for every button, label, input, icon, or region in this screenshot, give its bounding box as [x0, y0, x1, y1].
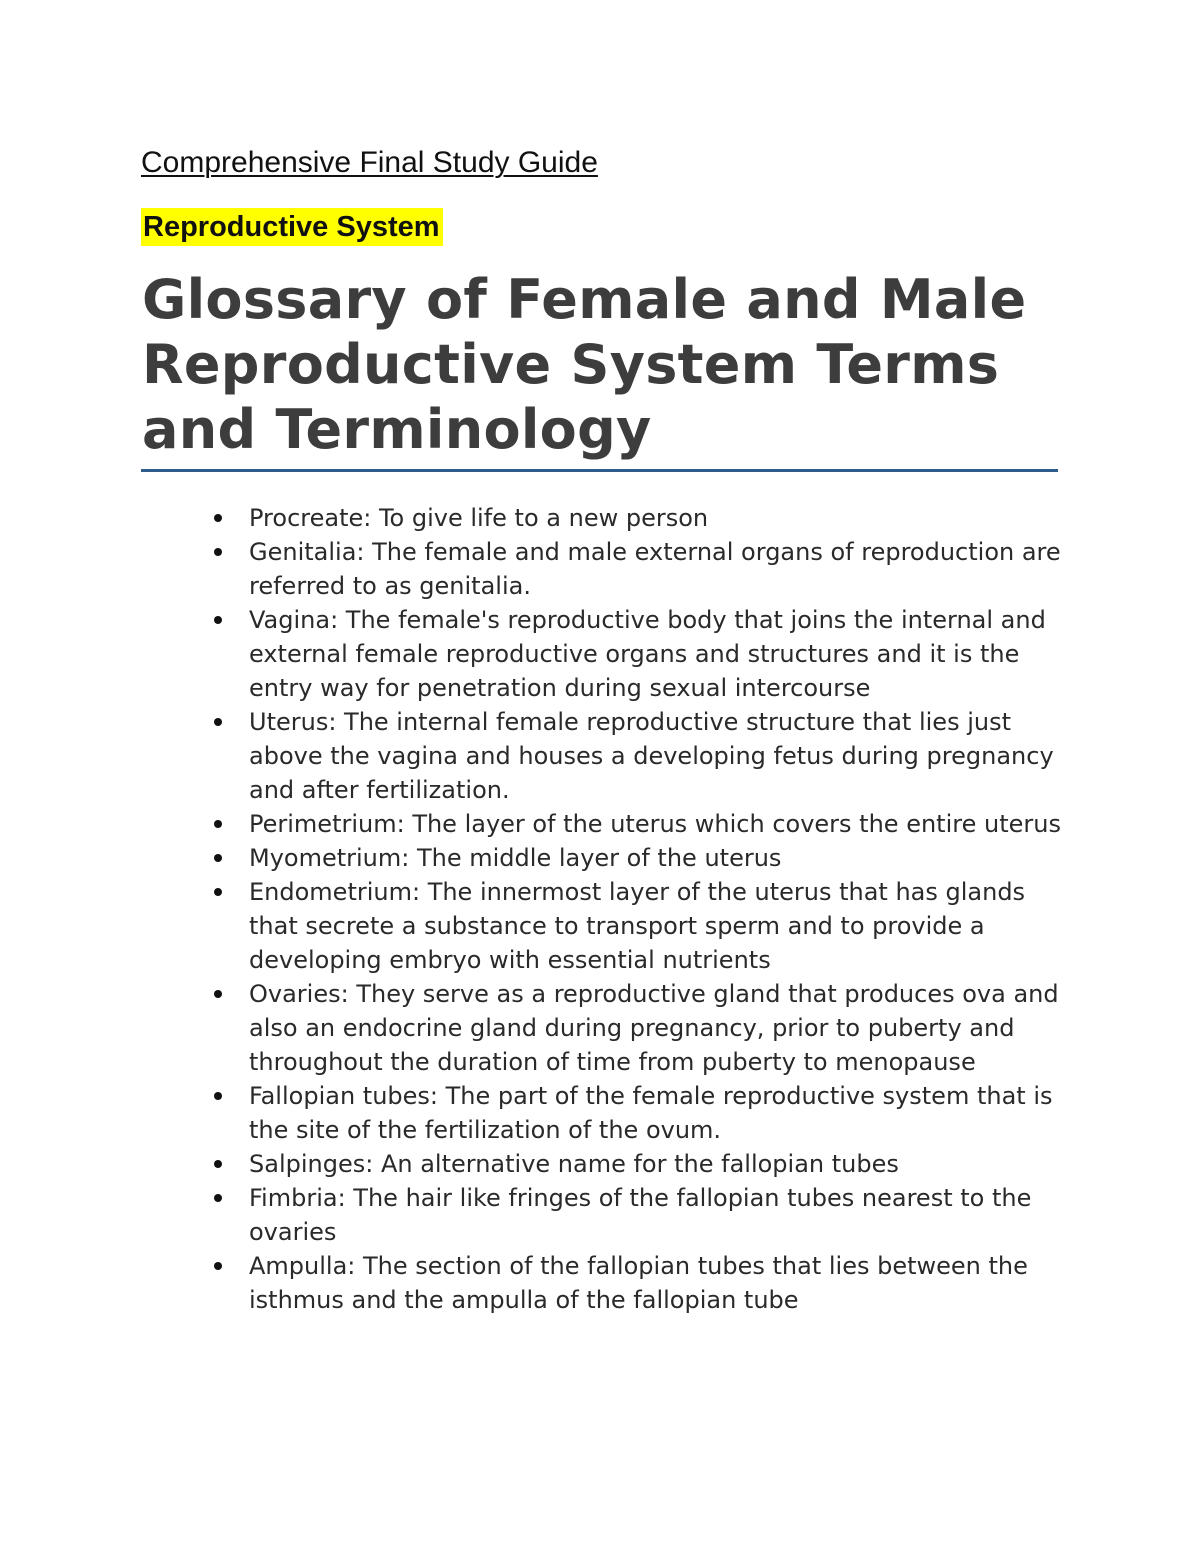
glossary-item-vagina — [249, 603, 1079, 705]
bullet-icon — [214, 616, 222, 624]
glossary-item-myometrium — [249, 841, 1079, 875]
bullet-icon — [214, 888, 222, 896]
glossary-item-ampulla — [249, 1249, 1079, 1317]
glossary-item-ovaries — [249, 977, 1079, 1079]
bullet-icon — [214, 854, 222, 862]
glossary-item-fallopian-tubes — [249, 1079, 1079, 1147]
term-text: Procreate: To give life to a new person — [249, 504, 709, 532]
glossary-list — [249, 501, 1079, 1317]
glossary-heading: Glossary of Female and Male Reproductive System Terms and Terminology — [142, 268, 1027, 461]
section-label: Reproductive System — [141, 208, 443, 246]
term-text: Fallopian tubes: The part of the female reproductive system that is the site of the fertilization of the ovum. — [249, 1082, 1053, 1144]
bullet-icon — [214, 548, 222, 556]
term-text: Ovaries: They serve as a reproductive gland that produces ova and also an endocrine gland during pregnancy, prior to puberty and throughout the duration of time from puberty to menopause — [249, 980, 1059, 1076]
term-text: Salpinges: An alternative name for the fallopian tubes — [249, 1150, 899, 1178]
bullet-icon — [214, 990, 222, 998]
bullet-icon — [214, 1160, 222, 1168]
glossary-item-fimbria — [249, 1181, 1079, 1249]
glossary-item-procreate — [249, 501, 1079, 535]
term-text: Perimetrium: The layer of the uterus which covers the entire uterus — [249, 810, 1061, 838]
term-text: Genitalia: The female and male external organs of reproduction are referred to as genitalia. — [249, 538, 1061, 600]
bullet-icon — [214, 1262, 222, 1270]
glossary-item-salpinges — [249, 1147, 1079, 1181]
term-text: Vagina: The female's reproductive body that joins the internal and external female reproductive organs and structures and it is the entry way for penetration during sexual intercourse — [249, 606, 1046, 702]
glossary-item-perimetrium — [249, 807, 1079, 841]
glossary-item-genitalia — [249, 535, 1079, 603]
glossary-item-endometrium — [249, 875, 1079, 977]
bullet-icon — [214, 514, 222, 522]
term-text: Ampulla: The section of the fallopian tubes that lies between the isthmus and the ampulla of the fallopian tube — [249, 1252, 1028, 1314]
study-guide-title: Comprehensive Final Study Guide — [141, 146, 598, 179]
bullet-icon — [214, 718, 222, 726]
bullet-icon — [214, 820, 222, 828]
term-text: Myometrium: The middle layer of the uterus — [249, 844, 782, 872]
term-text: Uterus: The internal female reproductive structure that lies just above the vagina and houses a developing fetus during pregnancy and after fertilization. — [249, 708, 1054, 804]
term-text: Fimbria: The hair like fringes of the fallopian tubes nearest to the ovaries — [249, 1184, 1032, 1246]
heading-divider — [141, 469, 1058, 472]
glossary-item-uterus — [249, 705, 1079, 807]
bullet-icon — [214, 1092, 222, 1100]
bullet-icon — [214, 1194, 222, 1202]
term-text: Endometrium: The innermost layer of the uterus that has glands that secrete a substance to transport sperm and to provide a developing embryo with essential nutrients — [249, 878, 1026, 974]
